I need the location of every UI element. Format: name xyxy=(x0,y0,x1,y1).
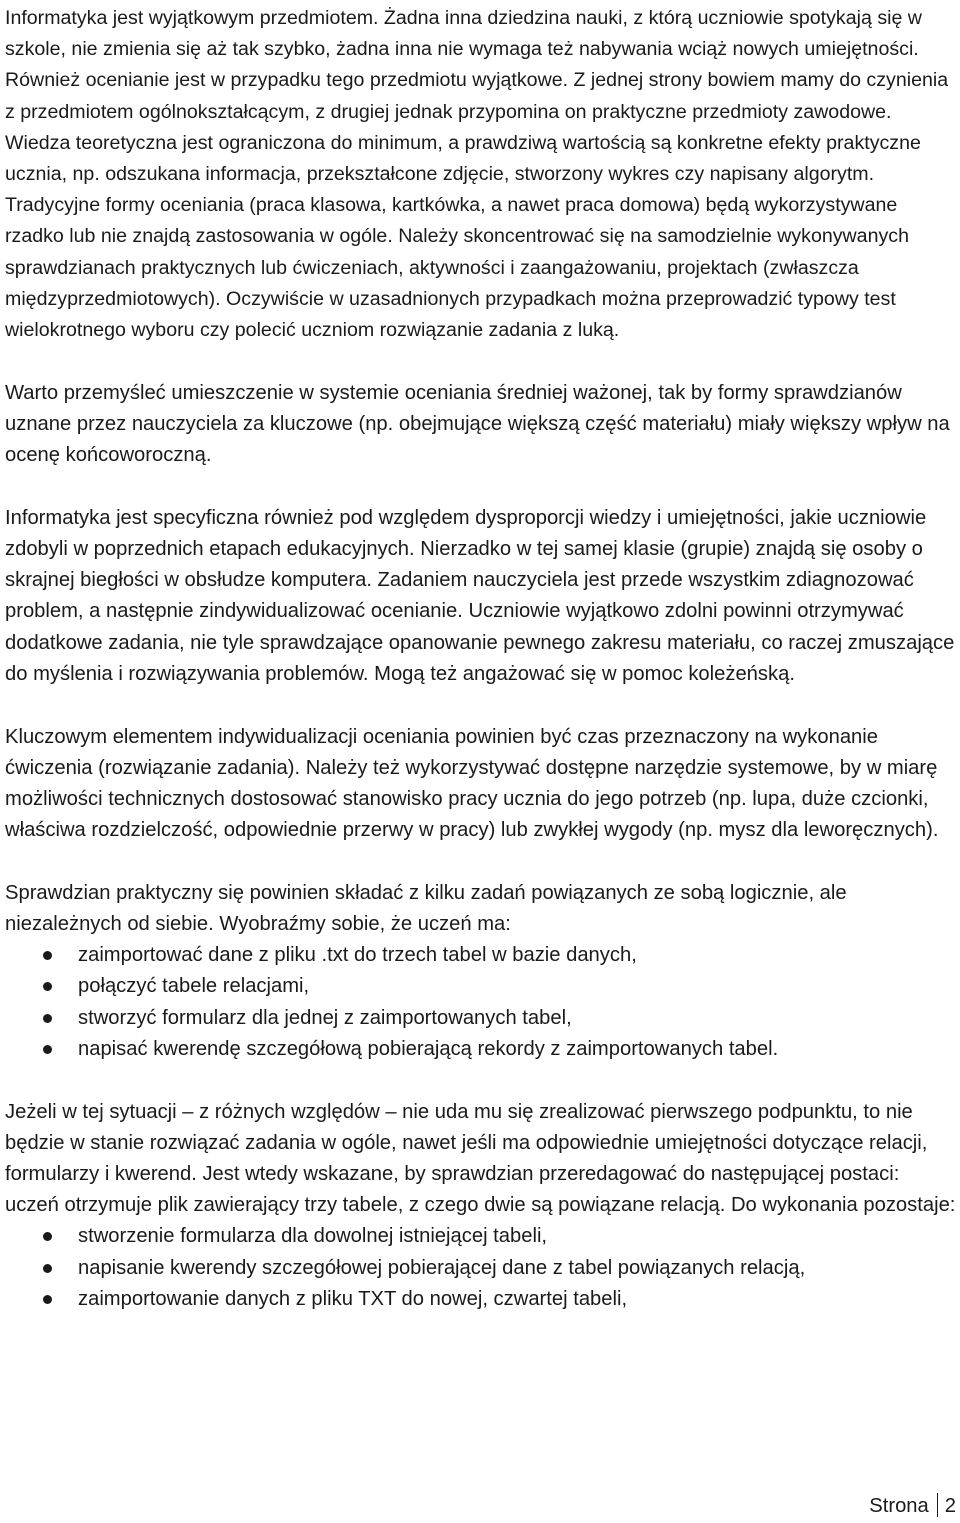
footer-label: Strona xyxy=(869,1495,929,1517)
bullet-list xyxy=(5,940,957,1065)
paragraph: Jeżeli w tej sytuacji – z różnych względów – nie uda mu się zrealizować pierwszego podpunktu, to nie będzie w stanie rozwiązać zadania w ogóle, nawet jeśli ma odpowiednie umiejętności dotyczące relacji, formularzy i kwerend. Jest wtedy wskazane, by sprawdzian przeredagować do następującej postaci: uczeń otrzymuje plik zawierający trzy tabele, z czego dwie są powiązane relacją. Do wykonania pozostaje: xyxy=(5,1100,956,1217)
bullet-icon xyxy=(43,951,52,960)
paragraph: Kluczowym elementem indywidualizacji oceniania powinien być czas przeznaczony na wykonanie ćwiczenia (rozwiązanie zadania). Należy też wykorzystywać dostępne narzędzie systemowe, by w miarę możliwości technicznych dostosować stanowisko pracy ucznia do jego potrzeb (np. lupa, duże czcionki, właściwa rozdzielczość, odpowiednie przerwy w pracy) lub zwykłej wygody (np. mysz dla leworęcznych). xyxy=(5,725,939,842)
list-item-text: stworzenie formularza dla dowolnej istniejącej tabeli, xyxy=(78,1225,548,1248)
list-item-text: napisać kwerendę szczegółową pobierającą rekordy z zaimportowanych tabel. xyxy=(78,1037,779,1060)
bullet-icon xyxy=(43,1264,52,1273)
bullet-icon xyxy=(43,982,52,991)
list-item-text: zaimportować dane z pliku .txt do trzech tabel w bazie danych, xyxy=(78,944,637,967)
paragraph: Informatyka jest specyficzna również pod względem dysproporcji wiedzy i umiejętności, jakie uczniowie zdobyli w poprzednich etapach edukacyjnych. Nierzadko w tej samej klasie (grupie) znajdą się osoby o skrajnej biegłości w obsłudze komputera. Zadaniem nauczyciela jest przede wszystkim zdiagnozować problem, a następnie zindywidualizować ocenianie. Uczniowie wyjątkowo zdolni powinni otrzymywać dodatkowe zadania, nie tyle sprawdzające opanowanie pewnego zakresu materiału, co raczej zmuszające do myślenia i rozwiązywania problemów. Mogą też angażować się w pomoc koleżeńską. xyxy=(5,506,955,685)
list-item xyxy=(5,1253,957,1284)
list-item-text: stworzyć formularz dla jednej z zaimportowanych tabel, xyxy=(78,1006,572,1029)
bullet-icon xyxy=(43,1045,52,1054)
page-footer xyxy=(869,1493,956,1519)
list-item-text: połączyć tabele relacjami, xyxy=(78,975,310,998)
bullet-icon xyxy=(43,1232,52,1241)
list-item xyxy=(5,1003,957,1034)
list-item-text: zaimportowanie danych z pliku TXT do nowej, czwartej tabeli, xyxy=(78,1287,628,1310)
footer-divider xyxy=(937,1493,938,1517)
list-item-text: napisanie kwerendy szczegółowej pobierającej dane z tabel powiązanych relacją, xyxy=(78,1256,806,1279)
list-item xyxy=(5,1034,957,1065)
bullet-icon xyxy=(43,1014,52,1023)
paragraph: Warto przemyśleć umieszczenie w systemie oceniania średniej ważonej, tak by formy sprawdzianów uznane przez nauczyciela za kluczowe (np. obejmujące większą część materiału) miały większy wpływ na ocenę końcoworoczną. xyxy=(5,381,950,467)
page-number: 2 xyxy=(944,1495,956,1517)
bullet-list xyxy=(5,1221,957,1315)
paragraph: Sprawdzian praktyczny się powinien składać z kilku zadań powiązanych ze sobą logicznie, ale niezależnych od siebie. Wyobraźmy sobie, że uczeń ma: xyxy=(5,881,847,936)
document-page xyxy=(5,0,957,1315)
paragraph: Informatyka jest wyjątkowym przedmiotem. Żadna inna dziedzina nauki, z którą uczniowie spotykają się w szkole, nie zmienia się aż tak szybko, żadna inna nie wymaga też nabywania wciąż nowych umiejętności. Również ocenianie jest w przypadku tego przedmiotu wyjątkowe. Z jednej strony bowiem mamy do czynienia z przedmiotem ogólnokształcącym, z drugiej jednak przypomina on praktyczne przedmioty zawodowe. Wiedza teoretyczna jest ograniczona do minimum, a prawdziwą wartością są konkretne efekty praktyczne ucznia, np. odszukana informacja, przekształcone zdjęcie, stworzony wykres czy napisany algorytm. Tradycyjne formy oceniania (praca klasowa, kartkówka, a nawet praca domowa) będą wykorzystywane rzadko lub nie znajdą zastosowania w ogóle. Należy skoncentrować się na samodzielnie wykonywanych sprawdzianach praktycznych lub ćwiczeniach, aktywności i zaangażowaniu, projektach (zwłaszcza międzyprzedmiotowych). Oczywiście w uzasadnionych przypadkach można przeprowadzić typowy test wielokrotnego wyboru czy polecić uczniom rozwiązanie zadania z luką. xyxy=(5,7,949,342)
list-item xyxy=(5,940,957,971)
bullet-icon xyxy=(43,1295,52,1304)
list-item xyxy=(5,1284,957,1315)
list-item xyxy=(5,971,957,1002)
list-item xyxy=(5,1221,957,1252)
